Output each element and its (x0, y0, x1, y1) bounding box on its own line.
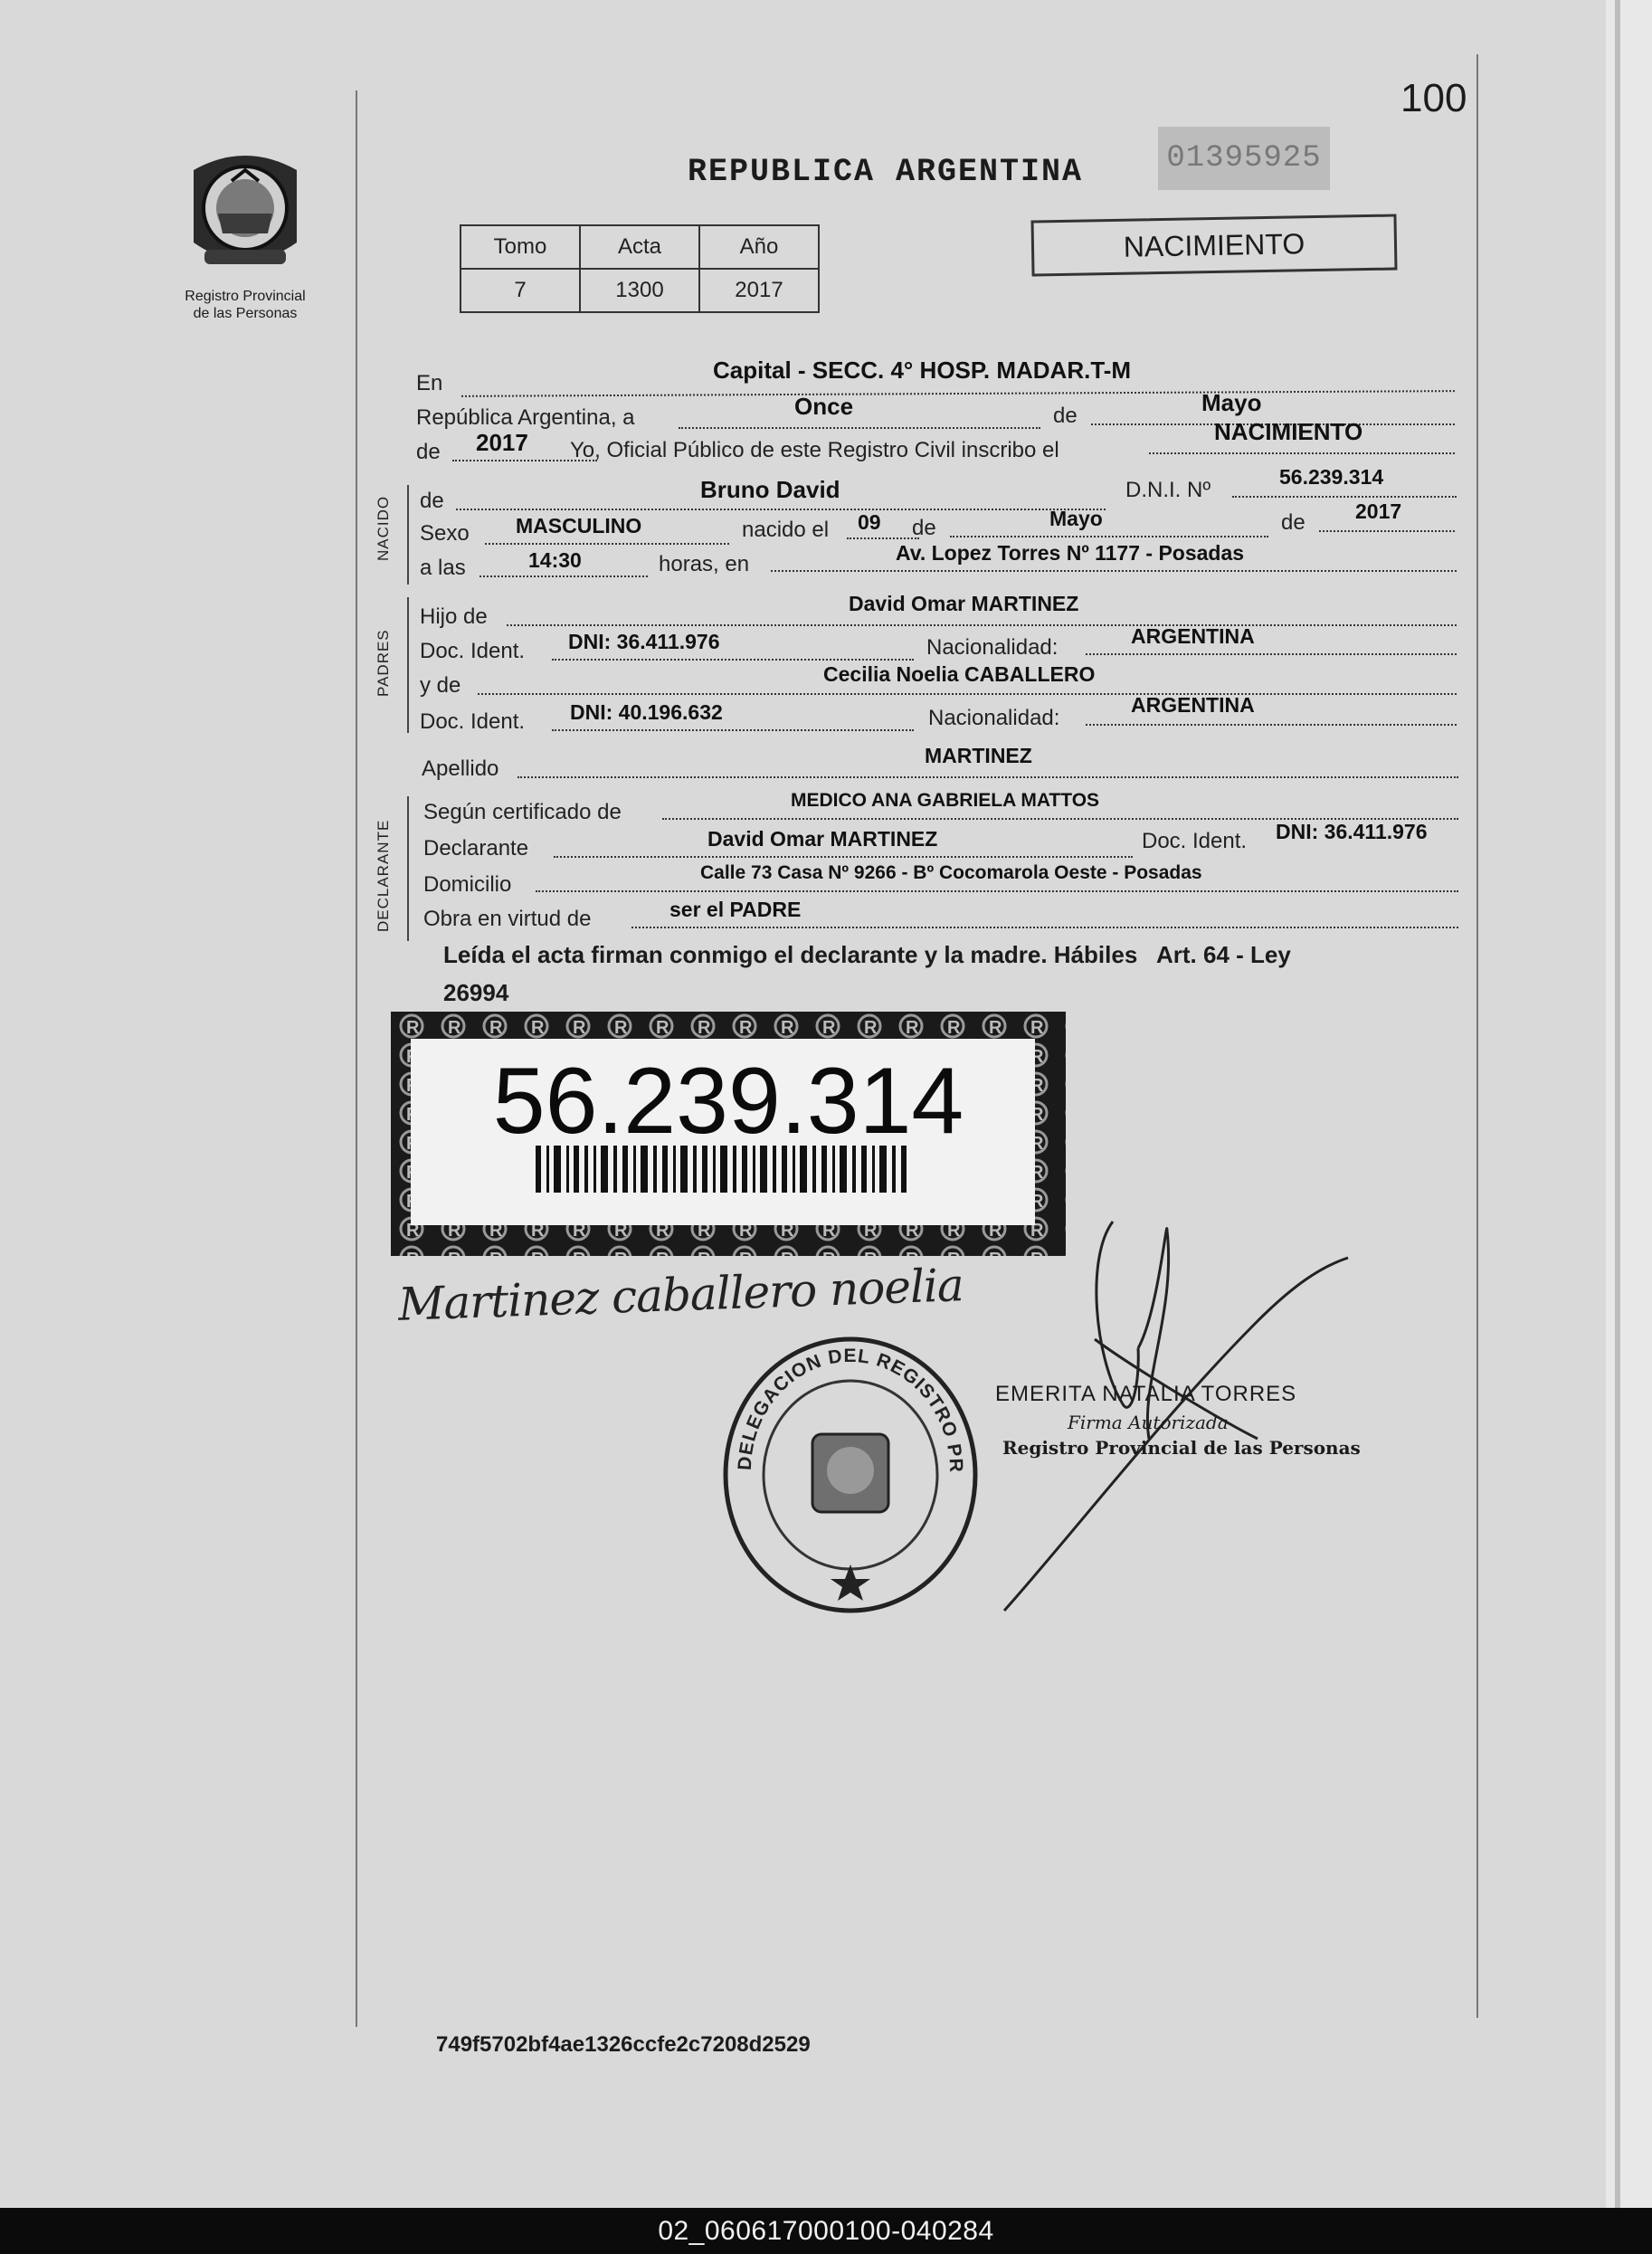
official-name: EMERITA NATALIA TORRES (995, 1382, 1297, 1406)
record-header-acta: Acta (580, 225, 699, 269)
sexo-label: Sexo (420, 521, 470, 546)
domicilio-label: Domicilio (423, 872, 512, 897)
father-doc-label: Doc. Ident. (420, 639, 526, 663)
left-margin-rule (356, 90, 357, 2027)
father-name-line (507, 624, 1457, 626)
obra-value: ser el PADRE (669, 898, 802, 921)
child-dni: 56.239.314 (1279, 465, 1384, 489)
nacido-de-label-2: de (912, 516, 936, 540)
nacido-de-label: de (420, 489, 444, 513)
registry-logo-caption (159, 288, 331, 322)
domicilio-value: Calle 73 Casa Nº 9266 - Bº Cocomarola Oeste - Posadas (700, 862, 1202, 883)
record-value-tomo: 7 (460, 269, 580, 312)
serial-number: 01395925 (1158, 127, 1330, 190)
act-line (1149, 452, 1455, 454)
obra-label: Obra en virtud de (423, 907, 592, 931)
declarante-doc-label: Doc. Ident. (1142, 829, 1248, 853)
place-line (461, 390, 1455, 397)
time-line (479, 575, 648, 577)
declarante-section-rule (407, 796, 409, 941)
registry-stamp (715, 1326, 986, 1615)
nacido-section-rule (407, 485, 409, 585)
record-header-row (460, 225, 819, 269)
record-header-tomo: Tomo (460, 225, 580, 269)
father-nationality: ARGENTINA (1131, 624, 1255, 648)
de-label-2: de (416, 440, 441, 464)
birth-year: 2017 (1355, 499, 1402, 523)
page-edge (1606, 0, 1652, 2208)
official-title: Firma Autorizada (1068, 1412, 1229, 1433)
month-value: Mayo (1201, 389, 1262, 416)
mother-nationality: ARGENTINA (1131, 693, 1255, 717)
declarante-label: Declarante (423, 836, 529, 861)
act-value: NACIMIENTO (1214, 418, 1363, 445)
father-nationality-line (1086, 653, 1457, 655)
padres-section-label: PADRES (375, 629, 392, 697)
day-value: Once (794, 393, 854, 420)
mother-name-line (478, 693, 1457, 695)
padres-section-rule (407, 597, 409, 733)
birth-year-line (1319, 530, 1455, 532)
registry-logo-line2: de las Personas (193, 306, 298, 321)
record-value-row (460, 269, 819, 312)
registry-logo-line1: Registro Provincial (185, 289, 306, 304)
closing-line-1: Leída el acta firman conmigo el declarante y la madre. Hábiles Art. 64 - Ley (443, 941, 1291, 968)
shield-emblem-icon (177, 143, 313, 279)
mother-doc-line (552, 729, 914, 731)
registry-logo (177, 143, 313, 279)
obra-line (631, 927, 1458, 928)
declarante-name: David Omar MARTINEZ (707, 827, 938, 851)
a-las-label: a las (420, 556, 466, 580)
y-de-label: y de (420, 673, 461, 698)
dni-sticker-number: 56.239.314 (492, 1049, 964, 1154)
horas-label: horas, en (659, 552, 750, 576)
page-title: REPUBLICA ARGENTINA (688, 154, 1084, 190)
official-org: Registro Provincial de las Personas (1002, 1437, 1361, 1459)
act-type-box: NACIMIENTO (1030, 214, 1397, 276)
birth-day: 09 (858, 510, 881, 534)
scan-footer-code: 02_060617000100-040284 (0, 2208, 1652, 2254)
declarante-doc: DNI: 36.411.976 (1276, 820, 1428, 843)
mother-nationality-label: Nacionalidad: (928, 706, 1060, 730)
father-nationality-label: Nacionalidad: (926, 635, 1059, 660)
mother-doc-label: Doc. Ident. (420, 709, 526, 734)
child-name: Bruno David (700, 476, 840, 503)
dni-label: D.N.I. Nº (1125, 478, 1211, 502)
year-value: 2017 (476, 429, 528, 456)
de-label-1: de (1053, 404, 1078, 428)
declarante-line (554, 856, 1133, 858)
name-line (456, 509, 1106, 510)
sexo-line (485, 543, 729, 545)
record-table (460, 224, 820, 313)
record-header-anio: Año (699, 225, 819, 269)
page-number: 100 (1400, 76, 1467, 120)
dni-barcode-sticker (391, 1012, 1066, 1256)
mother-name: Cecilia Noelia CABALLERO (823, 662, 1096, 686)
en-label: En (416, 371, 443, 395)
right-margin-rule (1476, 54, 1478, 2018)
place-value: Capital - SECC. 4° HOSP. MADAR.T-M (713, 357, 1132, 384)
closing-line-2: 26994 (443, 979, 509, 1006)
apellido-value: MARTINEZ (925, 744, 1032, 767)
mother-nationality-line (1086, 724, 1457, 726)
mother-signature: Martinez caballero noelia (397, 1259, 964, 1331)
father-doc: DNI: 36.411.976 (568, 630, 720, 653)
mother-doc: DNI: 40.196.632 (570, 700, 723, 724)
cert-value: MEDICO ANA GABRIELA MATTOS (791, 790, 1100, 811)
apellido-line (517, 776, 1458, 778)
round-seal-icon (715, 1326, 986, 1615)
birth-month-line (950, 536, 1268, 537)
record-value-anio: 2017 (699, 269, 819, 312)
birth-place-line (771, 570, 1457, 572)
document-hash: 749f5702bf4ae1326ccfe2c7208d2529 (436, 2032, 811, 2057)
day-line (679, 427, 1040, 429)
record-value-acta: 1300 (580, 269, 699, 312)
sexo-value: MASCULINO (516, 514, 642, 537)
nacido-de-label-3: de (1281, 510, 1305, 535)
apellido-label: Apellido (422, 756, 499, 781)
birth-place: Av. Lopez Torres Nº 1177 - Posadas (896, 541, 1245, 565)
birth-month: Mayo (1049, 507, 1103, 530)
declarante-section-label: DECLARANTE (375, 819, 392, 932)
nacido-section-label: NACIDO (375, 495, 392, 561)
dni-line (1232, 496, 1457, 498)
oficial-label: Yo, Oficial Público de este Registro Civil inscribo el (570, 438, 1059, 462)
father-name: David Omar MARTINEZ (849, 592, 1079, 615)
cert-label: Según certificado de (423, 800, 622, 824)
domicilio-line (536, 890, 1458, 892)
hijo-de-label: Hijo de (420, 604, 488, 629)
nacido-el-label: nacido el (742, 518, 830, 542)
birth-time: 14:30 (528, 548, 582, 572)
svg-text:DELEGACION DEL REGISTRO PROVIN: DELEGACION DEL REGISTRO PR (734, 1345, 967, 1474)
republica-label: República Argentina, a (416, 405, 635, 430)
